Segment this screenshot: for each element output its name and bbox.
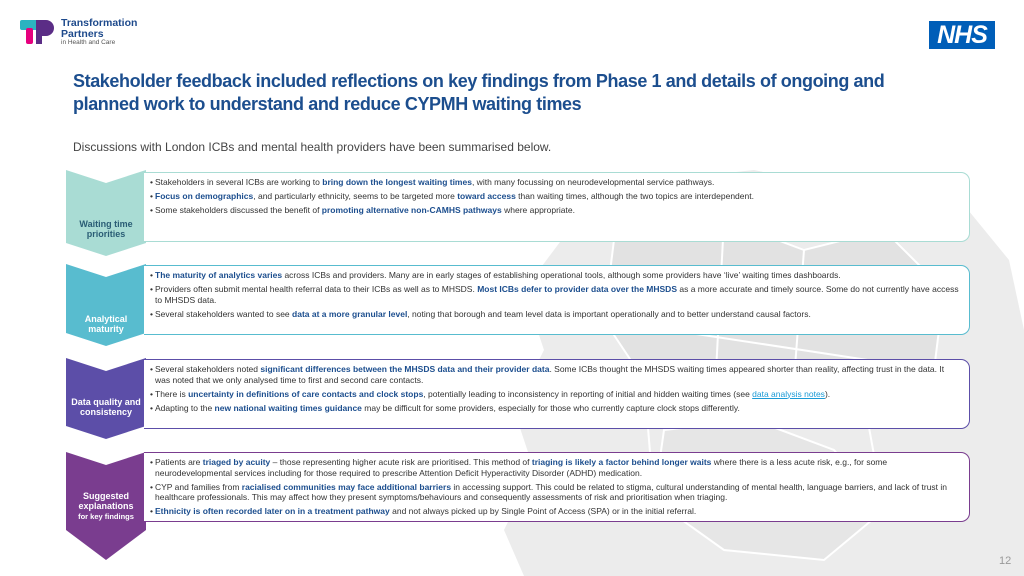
highlighted-text: significant differences between the MHSDS data and their provider data [260,364,550,374]
bullet-list [150,270,961,319]
bullet-list [150,177,961,216]
bullet-text: and not always picked up by Single Point of Access (SPA) or in the initial referral. [389,506,697,516]
bullet-item [150,284,961,305]
bullet-item [150,309,961,320]
highlighted-text: racialised communities may face additional barriers [241,481,452,492]
bullet-text: ). [824,388,831,399]
section-box-data-quality [144,359,970,429]
bullet-item [150,457,961,478]
bullet-list [150,457,961,517]
highlighted-text: Focus on demographics [155,191,254,201]
bullet-item [150,389,961,400]
bullet-text: as a more accurate and timely source. Some do not currently have access to MHSDS data. [155,284,959,305]
section-chevrons [66,170,146,560]
bullet-item [150,506,961,517]
bullet-text: CYP and families from [155,481,242,492]
bullet-text: Some stakeholders discussed the benefit of [155,205,322,215]
bullet-text: – those representing higher acute risk are prioritised. This method of [270,457,532,467]
bullet-text: , noting that borough and team level data is important operationally and to better understand causal factors. [407,308,811,319]
bullet-list [150,364,961,413]
bullet-text: Several stakeholders wanted to see [155,308,293,319]
bullet-text: Several stakeholders noted [155,364,261,374]
highlighted-text: bring down the longest waiting times [322,177,472,187]
section-label-suggested-sub: for key findings [78,512,134,521]
bullet-text: , with many focussing on neurodevelopmental service pathways. [471,177,715,187]
bullet-item [150,364,961,385]
highlighted-text: Most ICBs defer to provider data over the MHSDS [477,284,677,294]
highlighted-text: The maturity of analytics varies [155,270,283,280]
section-box-suggested [144,452,970,522]
highlighted-text: triaging is likely a factor behind longer waits [531,457,712,467]
section-box-analytical [144,265,970,335]
bullet-text: . Some ICBs thought the MHSDS waiting times appeared shorter than reality, affecting trust in the data. It was noted that we only analysed time to first and second care contacts. [155,364,945,385]
highlighted-text: uncertainty in definitions of care contacts and clock stops [188,388,424,399]
section-label-analytical: Analytical maturity [84,314,128,334]
bullet-text: Adapting to the [155,402,215,413]
highlighted-text: toward access [457,191,516,201]
section-label-suggested-main: Suggested explanations [78,491,134,511]
bullet-text: where appropriate. [501,205,575,215]
page-subtitle: Discussions with London ICBs and mental health providers have been summarised below. [73,140,552,154]
section-label-suggested [66,491,146,522]
bullet-item [150,191,961,202]
bullet-text: There is [155,388,189,399]
logo-line-3: in Health and Care [61,39,116,47]
bullet-text: , and particularly ethnicity, seems to be targeted more [253,191,458,201]
highlighted-text: data at a more granular level [292,308,408,319]
bullet-text: Patients are [155,457,203,467]
logo-line-2: Partners [61,28,104,41]
chevron-waiting-time [66,170,146,256]
bullet-text: Stakeholders in several ICBs are working to [155,177,323,187]
bullet-text: than waiting times, although the two topics are interdependent. [515,191,754,201]
page-title: Stakeholder feedback included reflections on key findings from Phase 1 and details of ongoing and planned work to understand and reduce CYPMH waiting times [73,71,885,114]
bullet-item [150,403,961,414]
highlighted-text: Ethnicity is often recorded later on in a treatment pathway [155,506,390,516]
nhs-logo: NHS [929,21,995,49]
page-number: 12 [999,555,1012,567]
logo-line-1: Transformation [61,17,138,29]
bullet-text: , potentially leading to inconsistency in reporting of initial and hidden waiting times (see [423,388,753,399]
section-label-waiting-time: Waiting time priorities [79,219,133,239]
highlighted-text: triaged by acuity [202,457,271,467]
section-box-waiting-time [144,172,970,242]
transformation-partners-logo [20,18,137,47]
highlighted-text: promoting alternative non-CAMHS pathways [321,205,502,215]
highlighted-text: new national waiting times guidance [214,402,362,413]
bullet-item [150,177,961,188]
tp-logo-icon [20,18,56,46]
bullet-item [150,205,961,216]
bullet-item [150,270,961,281]
bullet-text: Providers often submit mental health referral data to their ICBs as well as to MHSDS. [155,284,478,294]
data-analysis-notes-link[interactable]: data analysis notes [752,388,825,399]
bullet-text: in accessing support. This could be related to stigma, cultural understanding of mental health, language barriers, and lack of trust in healthcare professionals. This may affect how they present symptoms/behaviours and consequently assessments of risk and prioritisation when triaging. [155,481,948,502]
bullet-item [150,482,961,503]
bullet-text: where there is a less acute risk, e.g., for some neurodevelopmental services including for those required to prescribe Attention Deficit Hyperactivity Disorder (ADHD) medication. [155,457,888,478]
section-label-data-quality: Data quality and consistency [71,397,141,417]
bullet-text: across ICBs and providers. Many are in early stages of establishing operational tools, although some providers have ‘live’ waiting times dashboards. [282,270,841,280]
bullet-text: may be difficult for some providers, especially for those who currently capture clock stops differently. [361,402,740,413]
